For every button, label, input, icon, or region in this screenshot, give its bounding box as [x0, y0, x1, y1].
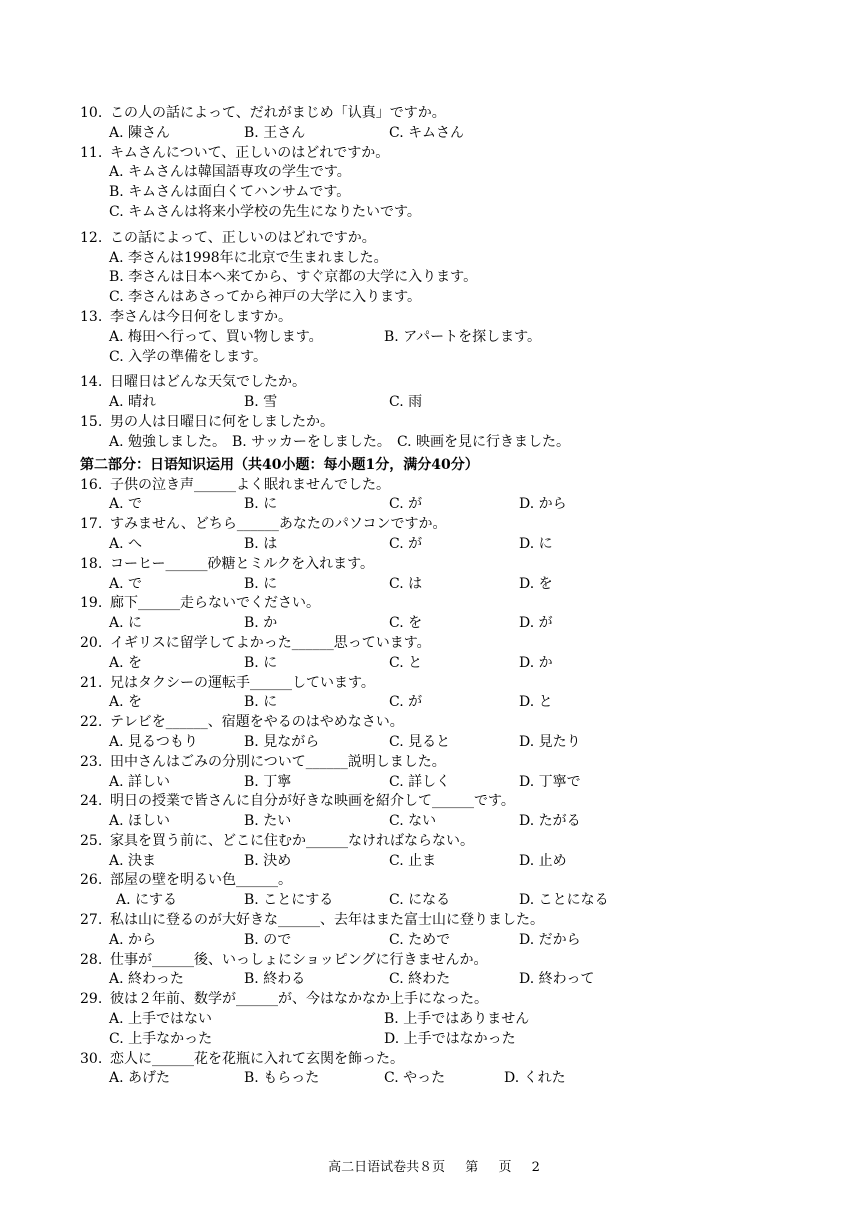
option-d: D. ことになる [519, 892, 609, 909]
option-a: A. 李さんは1998年に北京で生まれました。 [109, 249, 388, 266]
question-17 [80, 515, 820, 535]
question-number: 30. [80, 1050, 103, 1067]
question-text: 彼は２年前、数学が______が、今はなかなか上手になった。 [110, 991, 488, 1008]
question-number: 17. [80, 516, 103, 533]
option-c: C. が [389, 694, 423, 711]
footer-page-suffix: 页 [498, 1160, 512, 1175]
question-text: 恋人に______花を花瓶に入れて玄関を飾った。 [110, 1050, 404, 1067]
question-number: 29. [80, 991, 103, 1008]
option-a: A. 勉強しました。 [109, 433, 227, 450]
options-row [80, 693, 820, 713]
option-d: D. だから [519, 931, 581, 948]
question-21 [80, 674, 820, 694]
option-d: D. を [519, 575, 553, 592]
question-number: 18. [80, 555, 103, 572]
options-row [80, 535, 820, 555]
options-row [80, 931, 820, 951]
option-d: D. くれた [504, 1070, 566, 1087]
question-text: 日曜日はどんな天気でしたか。 [110, 374, 306, 391]
options-row [80, 495, 820, 515]
question-number: 11. [80, 144, 103, 161]
options-row [80, 773, 820, 793]
question-text: 部屋の壁を明るい色______。 [110, 872, 292, 889]
question-text: この話によって、正しいのはどれですか。 [110, 229, 376, 246]
question-number: 25. [80, 832, 103, 849]
option-a: A. 見るつもり [109, 733, 198, 750]
options-row [80, 654, 820, 674]
question-18 [80, 555, 820, 575]
question-text: 明日の授業で皆さんに自分が好きな映画を紹介して______です。 [110, 793, 515, 810]
option-b: B. に [244, 654, 278, 671]
question-number: 28. [80, 951, 103, 968]
question-11 [80, 144, 820, 164]
question-12 [80, 229, 820, 249]
options-row [80, 733, 820, 753]
option-c: C. を [389, 615, 423, 632]
option-b: B. か [244, 615, 278, 632]
question-27 [80, 911, 820, 931]
option-d: D. 終わって [519, 971, 595, 988]
question-number: 15. [80, 413, 103, 430]
option-c: C. 止ま [389, 852, 437, 869]
question-26 [80, 871, 820, 891]
footer-page-label: 第 [465, 1160, 479, 1175]
question-text: 私は山に登るのが大好きな______、去年はまた富士山に登りました。 [110, 912, 544, 929]
option-d: D. か [519, 654, 553, 671]
question-22 [80, 713, 820, 733]
option-c: C. やった [384, 1070, 446, 1087]
question-20 [80, 634, 820, 654]
option-b: B. サッカーをしました。 [232, 433, 391, 450]
option-c: C. が [389, 496, 423, 513]
options-row [80, 124, 820, 144]
option-b: B. に [244, 575, 278, 592]
option-b: B. 見ながら [244, 733, 320, 750]
options-row [80, 852, 820, 872]
option-d: D. 丁寧で [519, 773, 581, 790]
question-text: 廊下______走らないでください。 [110, 595, 320, 612]
option-b: B. ことにする [244, 892, 334, 909]
option-b: B. 決め [244, 852, 292, 869]
option-d: D. に [519, 535, 553, 552]
question-16 [80, 476, 820, 496]
option-b: B. もらった [244, 1070, 320, 1087]
question-14 [80, 373, 820, 393]
question-number: 19. [80, 595, 103, 612]
question-number: 10. [80, 105, 103, 121]
option-b: B. 王さん [244, 124, 306, 141]
option-a: A. へ [109, 535, 143, 552]
option-a: A. 上手ではない [109, 1011, 213, 1028]
option-c: C. ない [389, 813, 437, 830]
option-a: A. 決ま [109, 852, 157, 869]
options-row [80, 328, 820, 348]
option-d: D. と [519, 694, 553, 711]
option-d: D. 上手ではなかった [384, 1030, 516, 1047]
question-13 [80, 308, 820, 328]
option-a: A. から [109, 931, 157, 948]
option-a: A. で [109, 496, 143, 513]
section-2-title: 第二部分：日语知识运用（共40小题：每小题1分，满分40分） [80, 456, 479, 473]
question-text: 兄はタクシーの運転手______しています。 [110, 674, 375, 691]
option-b: B. 終わる [244, 971, 306, 988]
options-row [80, 575, 820, 595]
option-d: D. から [519, 496, 567, 513]
question-text: コーヒー______砂糖とミルクを入れます。 [110, 555, 375, 572]
question-number: 26. [80, 872, 103, 889]
question-text: キムさんについて、正しいのはどれですか。 [110, 144, 390, 161]
options-row [80, 1010, 820, 1030]
option-d: D. 止め [519, 852, 567, 869]
question-28 [80, 951, 820, 971]
option-b: B. 雪 [244, 394, 278, 411]
option-a: A. に [109, 615, 143, 632]
question-15 [80, 413, 820, 433]
option-a: A. ほしい [109, 813, 171, 830]
option-c: C. 終わた [389, 971, 451, 988]
option-c: C. 雨 [389, 394, 423, 411]
option-b: B. たい [244, 813, 292, 830]
options-row [80, 891, 820, 911]
option-c: C. 李さんはあさってから神戸の大学に入ります。 [109, 289, 421, 306]
question-number: 24. [80, 793, 103, 810]
options-row [80, 614, 820, 634]
question-text: テレビを______、宿題をやるのはやめなさい。 [110, 714, 404, 731]
option-a: A. キムさんは韓国語専攻の学生です。 [109, 164, 351, 181]
question-text: イギリスに留学してよかった______思っています。 [110, 634, 431, 651]
option-b: B. アパートを探します。 [384, 328, 541, 345]
option-a: A. で [109, 575, 143, 592]
option-b: B. 上手ではありません [384, 1011, 530, 1028]
option-c: C. 詳しく [389, 773, 451, 790]
option-c: C. は [389, 575, 423, 592]
option-b: B. 李さんは日本へ来てから、すぐ京都の大学に入ります。 [109, 269, 478, 286]
question-text: 仕事が______後、いっしょにショッピングに行きませんか。 [110, 951, 488, 968]
option-c: C. 見ると [389, 733, 451, 750]
footer-total-pages: 高二日语试卷共８页 [328, 1160, 446, 1175]
question-number: 20. [80, 634, 103, 651]
question-text: 子供の泣き声______よく眠れませんでした。 [110, 476, 390, 493]
question-text: この人の話によって、だれがまじめ「认真」ですか。 [110, 105, 446, 121]
question-24 [80, 792, 820, 812]
option-a: A. 晴れ [109, 394, 157, 411]
option-d: D. たがる [519, 813, 581, 830]
option-c: C. 入学の準備をします。 [109, 348, 267, 365]
option-b: B. に [244, 694, 278, 711]
question-text: 家具を買う前に、どこに住むか______なければならない。 [110, 832, 474, 849]
question-number: 12. [80, 229, 103, 246]
question-number: 13. [80, 308, 103, 325]
option-a: A. 終わった [109, 971, 184, 988]
option-a: A. 詳しい [109, 773, 171, 790]
option-b: B. ので [244, 931, 292, 948]
option-b: B. は [244, 535, 278, 552]
question-text: 李さんは今日何をしますか。 [110, 308, 292, 325]
question-number: 16. [80, 476, 103, 493]
option-c: C. 上手なかった [109, 1030, 213, 1047]
question-number: 14. [80, 374, 103, 391]
options-row [80, 433, 820, 453]
exam-content [80, 104, 820, 1089]
options-row [80, 970, 820, 990]
option-c: C. 映画を見に行きました。 [396, 433, 571, 450]
option-b: B. キムさんは面白くてハンサムです。 [109, 184, 351, 201]
question-29 [80, 990, 820, 1010]
question-text: 田中さんはごみの分別について______説明しました。 [110, 753, 446, 770]
option-c: C. キムさん [389, 124, 464, 141]
option-c: C. キムさんは将来小学校の先生になりたいです。 [109, 203, 421, 220]
option-b: B. 丁寧 [244, 773, 292, 790]
options-row [80, 1069, 820, 1089]
option-c: C. と [389, 654, 423, 671]
options-row [80, 1030, 820, 1050]
question-30 [80, 1050, 820, 1070]
option-a: A. を [109, 694, 143, 711]
option-d: D. が [519, 615, 553, 632]
option-a: A. 梅田へ行って、買い物します。 [109, 328, 323, 345]
question-19 [80, 594, 820, 614]
option-a: A. を [109, 654, 143, 671]
question-list [80, 476, 820, 1090]
option-c: C. が [389, 535, 423, 552]
question-text: 男の人は日曜日に何をしましたか。 [110, 413, 334, 430]
option-a: A. あげた [109, 1070, 171, 1087]
option-c: C. ためで [389, 931, 451, 948]
question-10 [80, 104, 820, 124]
options-row [80, 812, 820, 832]
options-row [80, 393, 820, 413]
option-a: A. にする [116, 892, 178, 909]
question-25 [80, 832, 820, 852]
footer-page-number: 2 [531, 1160, 540, 1175]
option-d: D. 見たり [519, 733, 581, 750]
question-number: 27. [80, 912, 103, 929]
question-text: すみません、どちら______あなたのパソコンですか。 [110, 516, 447, 533]
page-footer [0, 1156, 868, 1175]
question-number: 22. [80, 714, 103, 731]
option-c: C. になる [389, 892, 451, 909]
option-b: B. に [244, 496, 278, 513]
question-number: 21. [80, 674, 103, 691]
question-number: 23. [80, 753, 103, 770]
option-a: A. 陳さん [109, 124, 171, 141]
question-23 [80, 753, 820, 773]
